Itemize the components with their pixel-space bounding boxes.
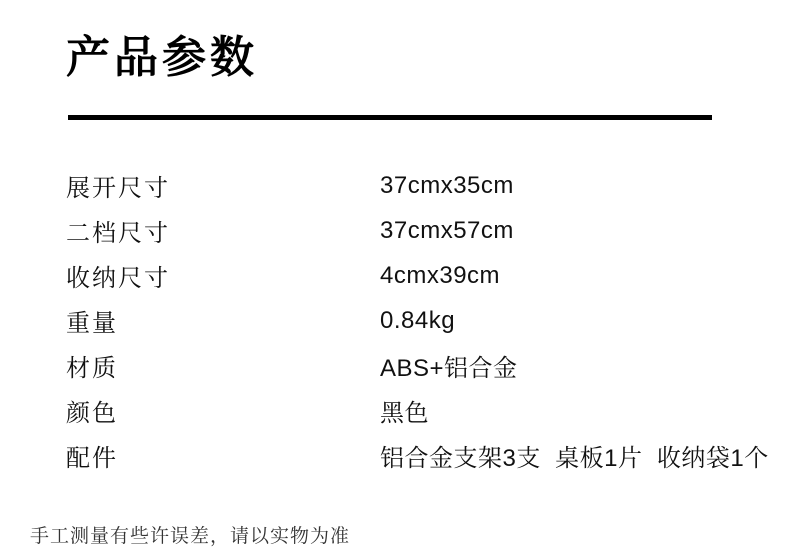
spec-table bbox=[66, 163, 769, 478]
spec-row bbox=[66, 208, 756, 253]
spec-value: 4cmx39cm bbox=[380, 261, 501, 289]
spec-row bbox=[66, 163, 756, 208]
spec-row bbox=[66, 298, 756, 343]
spec-value: ABS+铝合金 bbox=[380, 355, 518, 382]
spec-label: 展开尺寸 bbox=[66, 175, 170, 202]
spec-label: 材质 bbox=[66, 355, 118, 382]
spec-label: 颜色 bbox=[66, 400, 118, 427]
spec-label: 配件 bbox=[66, 445, 118, 472]
spec-value: 铝合金支架3支 桌板1片 收纳袋1个 bbox=[380, 445, 769, 472]
spec-label: 收纳尺寸 bbox=[66, 265, 170, 292]
spec-row bbox=[66, 433, 769, 478]
page-title: 产品参数 bbox=[66, 33, 258, 82]
spec-row bbox=[66, 253, 756, 298]
spec-value: 黑色 bbox=[380, 400, 429, 427]
spec-label: 重量 bbox=[66, 310, 118, 337]
spec-label: 二档尺寸 bbox=[66, 220, 170, 247]
title-divider bbox=[68, 115, 712, 120]
spec-value: 0.84kg bbox=[380, 306, 456, 334]
spec-value: 37cmx57cm bbox=[380, 216, 514, 244]
measurement-disclaimer: 手工测量有些许误差，请以实物为准 bbox=[30, 526, 351, 547]
spec-row bbox=[66, 343, 756, 388]
spec-value: 37cmx35cm bbox=[380, 171, 514, 199]
spec-row bbox=[66, 388, 756, 433]
